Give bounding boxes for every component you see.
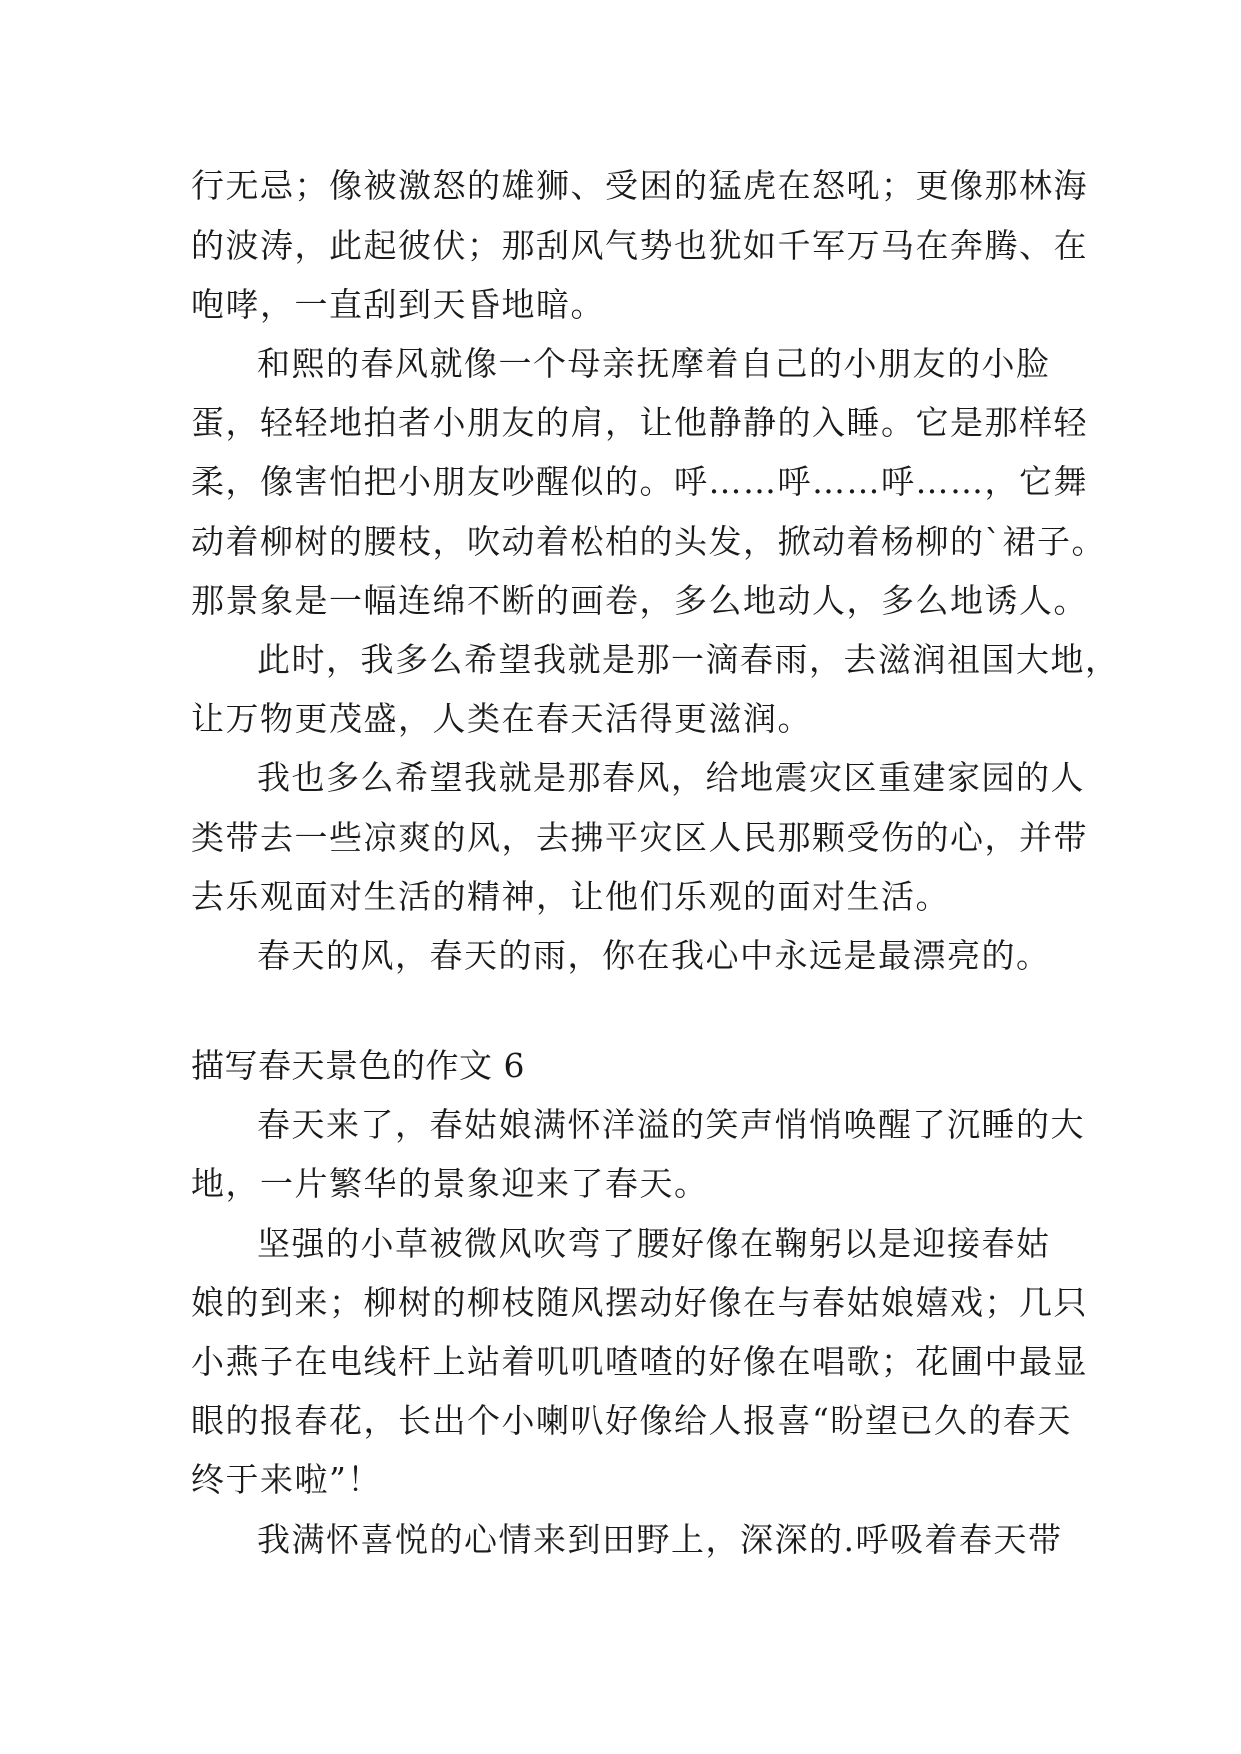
paragraph-line: 坚强的小草被微风吹弯了腰好像在鞠躬以是迎接春姑: [257, 1224, 1051, 1263]
paragraph-line: 去乐观面对生活的精神，让他们乐观的面对生活。: [191, 877, 950, 916]
paragraph-line: 春天来了，春姑娘满怀洋溢的笑声悄悄唤醒了沉睡的大: [257, 1105, 1085, 1144]
paragraph-line: 那景象是一幅连绵不断的画卷，多么地动人，多么地诱人。: [191, 581, 1088, 620]
section-heading: 描写春天景色的作文 6: [191, 1046, 525, 1085]
paragraph-line: 春天的风，春天的雨，你在我心中永远是最漂亮的。: [257, 936, 1051, 975]
paragraph-line: 咆哮，一直刮到天昏地暗。: [191, 285, 605, 324]
paragraph-line: 和熙的春风就像一个母亲抚摩着自己的小朋友的小脸: [257, 344, 1051, 383]
paragraph-line: 柔，像害怕把小朋友吵醒似的。呼……呼……呼……，它舞: [191, 462, 1088, 501]
paragraph-line: 动着柳树的腰枝，吹动着松柏的头发，掀动着杨柳的`裙子。: [191, 522, 1106, 561]
paragraph-line: 的波涛，此起彼伏；那刮风气势也犹如千军万马在奔腾、在: [191, 226, 1088, 265]
paragraph-line: 蛋，轻轻地拍者小朋友的肩，让他静静的入睡。它是那样轻: [191, 403, 1088, 442]
paragraph-line: 小燕子在电线杆上站着叽叽喳喳的好像在唱歌；花圃中最显: [191, 1342, 1088, 1381]
paragraph-line: 此时，我多么希望我就是那一滴春雨，去滋润祖国大地，: [257, 640, 1120, 679]
paragraph-line: 地，一片繁华的景象迎来了春天。: [191, 1164, 709, 1203]
paragraph-line: 让万物更茂盛，人类在春天活得更滋润。: [191, 699, 812, 738]
paragraph-line: 终于来啦”！: [191, 1460, 382, 1499]
paragraph-line: 我也多么希望我就是那春风，给地震灾区重建家园的人: [257, 758, 1085, 797]
paragraph-line: 娘的到来；柳树的柳枝随风摆动好像在与春姑娘嬉戏；几只: [191, 1283, 1088, 1322]
paragraph-line: 行无忌；像被激怒的雄狮、受困的猛虎在怒吼；更像那林海: [191, 166, 1088, 205]
paragraph-line: 眼的报春花，长出个小喇叭好像给人报喜“盼望已久的春天: [191, 1401, 1072, 1440]
paragraph-line: 我满怀喜悦的心情来到田野上，深深的.呼吸着春天带: [257, 1520, 1063, 1559]
paragraph-line: 类带去一些凉爽的风，去拂平灾区人民那颗受伤的心，并带: [191, 818, 1088, 857]
